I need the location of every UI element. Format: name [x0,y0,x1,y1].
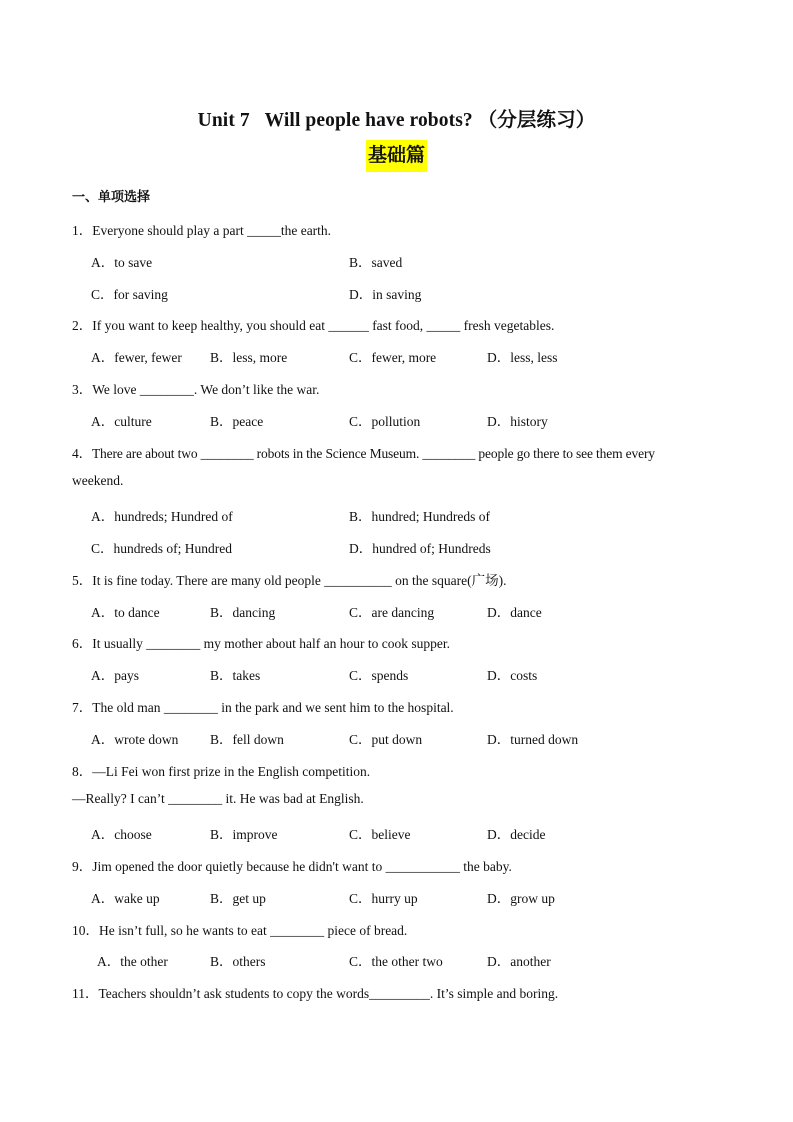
option-b: B．takes [210,668,261,683]
option-d: D．another [487,954,551,969]
question-text-continued: —Really? I can’t ________ it. He was bad at English. [72,791,364,806]
question-6 [72,632,450,652]
question-text: We love ________. We don’t like the war. [92,382,320,397]
option-d: D．costs [487,668,538,683]
question-number: 9． [72,859,93,874]
option-a: A．culture [91,414,152,429]
option-a: A．fewer, fewer [91,350,182,365]
question-number: 8． [72,764,93,779]
option-c: C．hurry up [349,891,418,906]
question-number: 11． [72,986,99,1001]
option-c: C．are dancing [349,605,435,620]
question-text: It is fine today. There are many old people __________ on the square(广场). [92,573,507,588]
option-b: B．saved [349,255,403,270]
option-b: B．peace [210,414,264,429]
option-d: D．dance [487,605,542,620]
question-7 [72,696,454,716]
option-a: A．to save [91,255,153,270]
question-number: 7． [72,700,93,715]
option-d: D．decide [487,827,546,842]
option-d: D．less, less [487,350,558,365]
question-text-continued: weekend. [72,473,124,488]
option-a: A．the other [97,954,168,969]
option-a: A．wrote down [91,732,179,747]
question-2 [72,314,554,334]
option-d: D．in saving [349,287,422,302]
question-text: Teachers shouldn’t ask students to copy the words_________. It’s simple and boring. [98,986,559,1001]
option-c: C．spends [349,668,409,683]
option-c: C．pollution [349,414,421,429]
question-text: He isn’t full, so he wants to eat ________ piece of bread. [99,923,408,938]
question-number: 6． [72,636,93,651]
question-8 [72,760,370,780]
option-c: C．believe [349,827,411,842]
question-number: 1． [72,223,93,238]
option-c: C．put down [349,732,423,747]
question-number: 3． [72,382,93,397]
question-number: 4． [72,446,92,461]
option-c: C．the other two [349,954,443,969]
option-d: D．grow up [487,891,555,906]
option-d: D．turned down [487,732,579,747]
subtitle-container [0,140,793,172]
question-text: The old man ________ in the park and we sent him to the hospital. [92,700,454,715]
question-text: Everyone should play a part _____the earth. [92,223,332,238]
option-c: C．hundreds of; Hundred [91,541,232,556]
question-number: 5． [72,573,93,588]
question-text: It usually ________ my mother about half an hour to cook supper. [92,636,450,651]
question-3 [72,378,319,398]
option-b: B．others [210,954,266,969]
question-number: 2． [72,318,93,333]
option-a: A．wake up [91,891,160,906]
option-b: B．less, more [210,350,288,365]
question-4 [72,442,655,462]
question-11 [72,982,558,1002]
option-a: A．to dance [91,605,160,620]
question-10 [72,919,407,939]
option-b: B．dancing [210,605,276,620]
option-a: A．pays [91,668,139,683]
option-a: A．hundreds; Hundred of [91,509,233,524]
section-heading: 一、单项选择 [72,190,151,205]
question-9 [72,855,512,875]
level-subtitle-highlighted: 基础篇 [366,140,427,172]
option-d: D．hundred of; Hundreds [349,541,491,556]
option-b: B．hundred; Hundreds of [349,509,490,524]
option-c: C．for saving [91,287,168,302]
question-5 [72,569,507,589]
question-text: Jim opened the door quietly because he didn't want to ___________ the baby. [92,859,512,874]
option-b: B．improve [210,827,278,842]
question-text: If you want to keep healthy, you should eat ______ fast food, _____ fresh vegetables. [92,318,555,333]
question-1 [72,219,331,239]
option-d: D．history [487,414,548,429]
option-b: B．fell down [210,732,284,747]
option-b: B．get up [210,891,266,906]
page-title: Unit 7 Will people have robots? （分层练习） [197,110,596,131]
question-text: —Li Fei won first prize in the English competition. [92,764,371,779]
option-a: A．choose [91,827,152,842]
question-text: There are about two ________ robots in the Science Museum. ________ people go there to see them every [91,446,655,461]
question-number: 10． [72,923,99,938]
option-c: C．fewer, more [349,350,437,365]
